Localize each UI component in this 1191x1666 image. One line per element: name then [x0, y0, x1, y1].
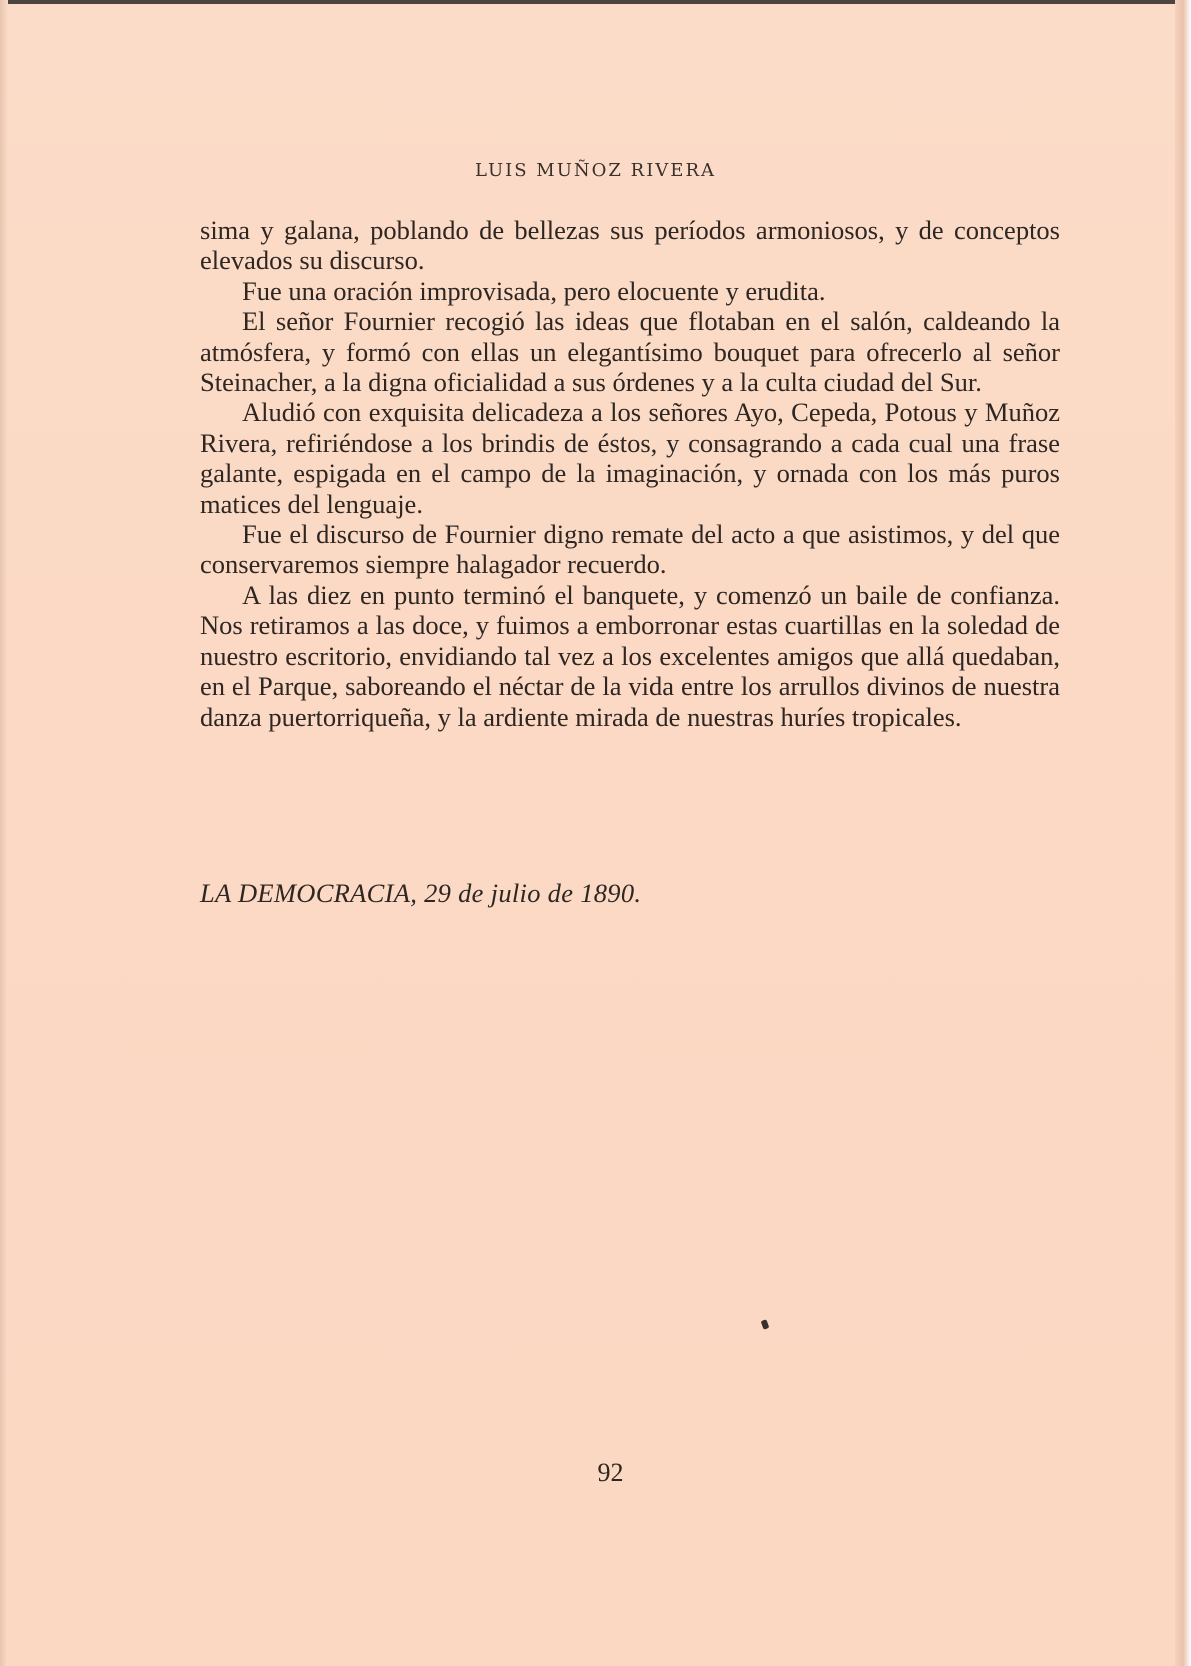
paragraph-5: Fue el discurso de Fournier digno remate del acto a que asistimos, y del que conservaremos siempre halagador recuerdo. — [200, 519, 1060, 580]
ink-speck — [761, 1319, 770, 1330]
paragraph-1: sima y galana, poblando de bellezas sus períodos armoniosos, y de conceptos elevados su discurso. — [200, 215, 1060, 276]
running-head: LUIS MUÑOZ RIVERA — [475, 160, 716, 181]
paragraph-3: El señor Fournier recogió las ideas que flotaban en el salón, caldeando la atmósfera, y formó con ellas un elegantísimo bouquet para ofrecerlo al señor Steinacher, a la digna oficialidad a sus órdenes y a la culta ciudad del Sur. — [200, 306, 1060, 398]
body-text — [200, 215, 1060, 732]
paragraph-6: A las diez en punto terminó el banquete, y comenzó un baile de confianza. Nos retiramos a las doce, y fuimos a emborronar estas cuartillas en la soledad de nuestro escritorio, envidiando tal vez a los excelentes amigos que allá quedaban, en el Parque, saboreando el néctar de la vida entre los arrullos divinos de nuestra danza puertorriqueña, y la ardiente mirada de nuestras huríes tropicales. — [200, 579, 1060, 732]
page-number: 92 — [597, 1458, 624, 1487]
paragraph-2: Fue una oración improvisada, pero elocuente y erudita. — [242, 275, 826, 306]
source-citation: LA DEMOCRACIA, 29 de julio de 1890. — [200, 878, 642, 908]
page-left-edge — [0, 0, 8, 1666]
page-top-edge — [0, 0, 1191, 4]
page-right-edge — [1175, 0, 1191, 1666]
paragraph-4: Aludió con exquisita delicadeza a los señores Ayo, Cepeda, Potous y Muñoz Rivera, refiriéndose a los brindis de éstos, y consagrando a cada cual una frase galante, espigada en el campo de la imaginación, y ornada con los más puros matices del lenguaje. — [200, 397, 1060, 519]
